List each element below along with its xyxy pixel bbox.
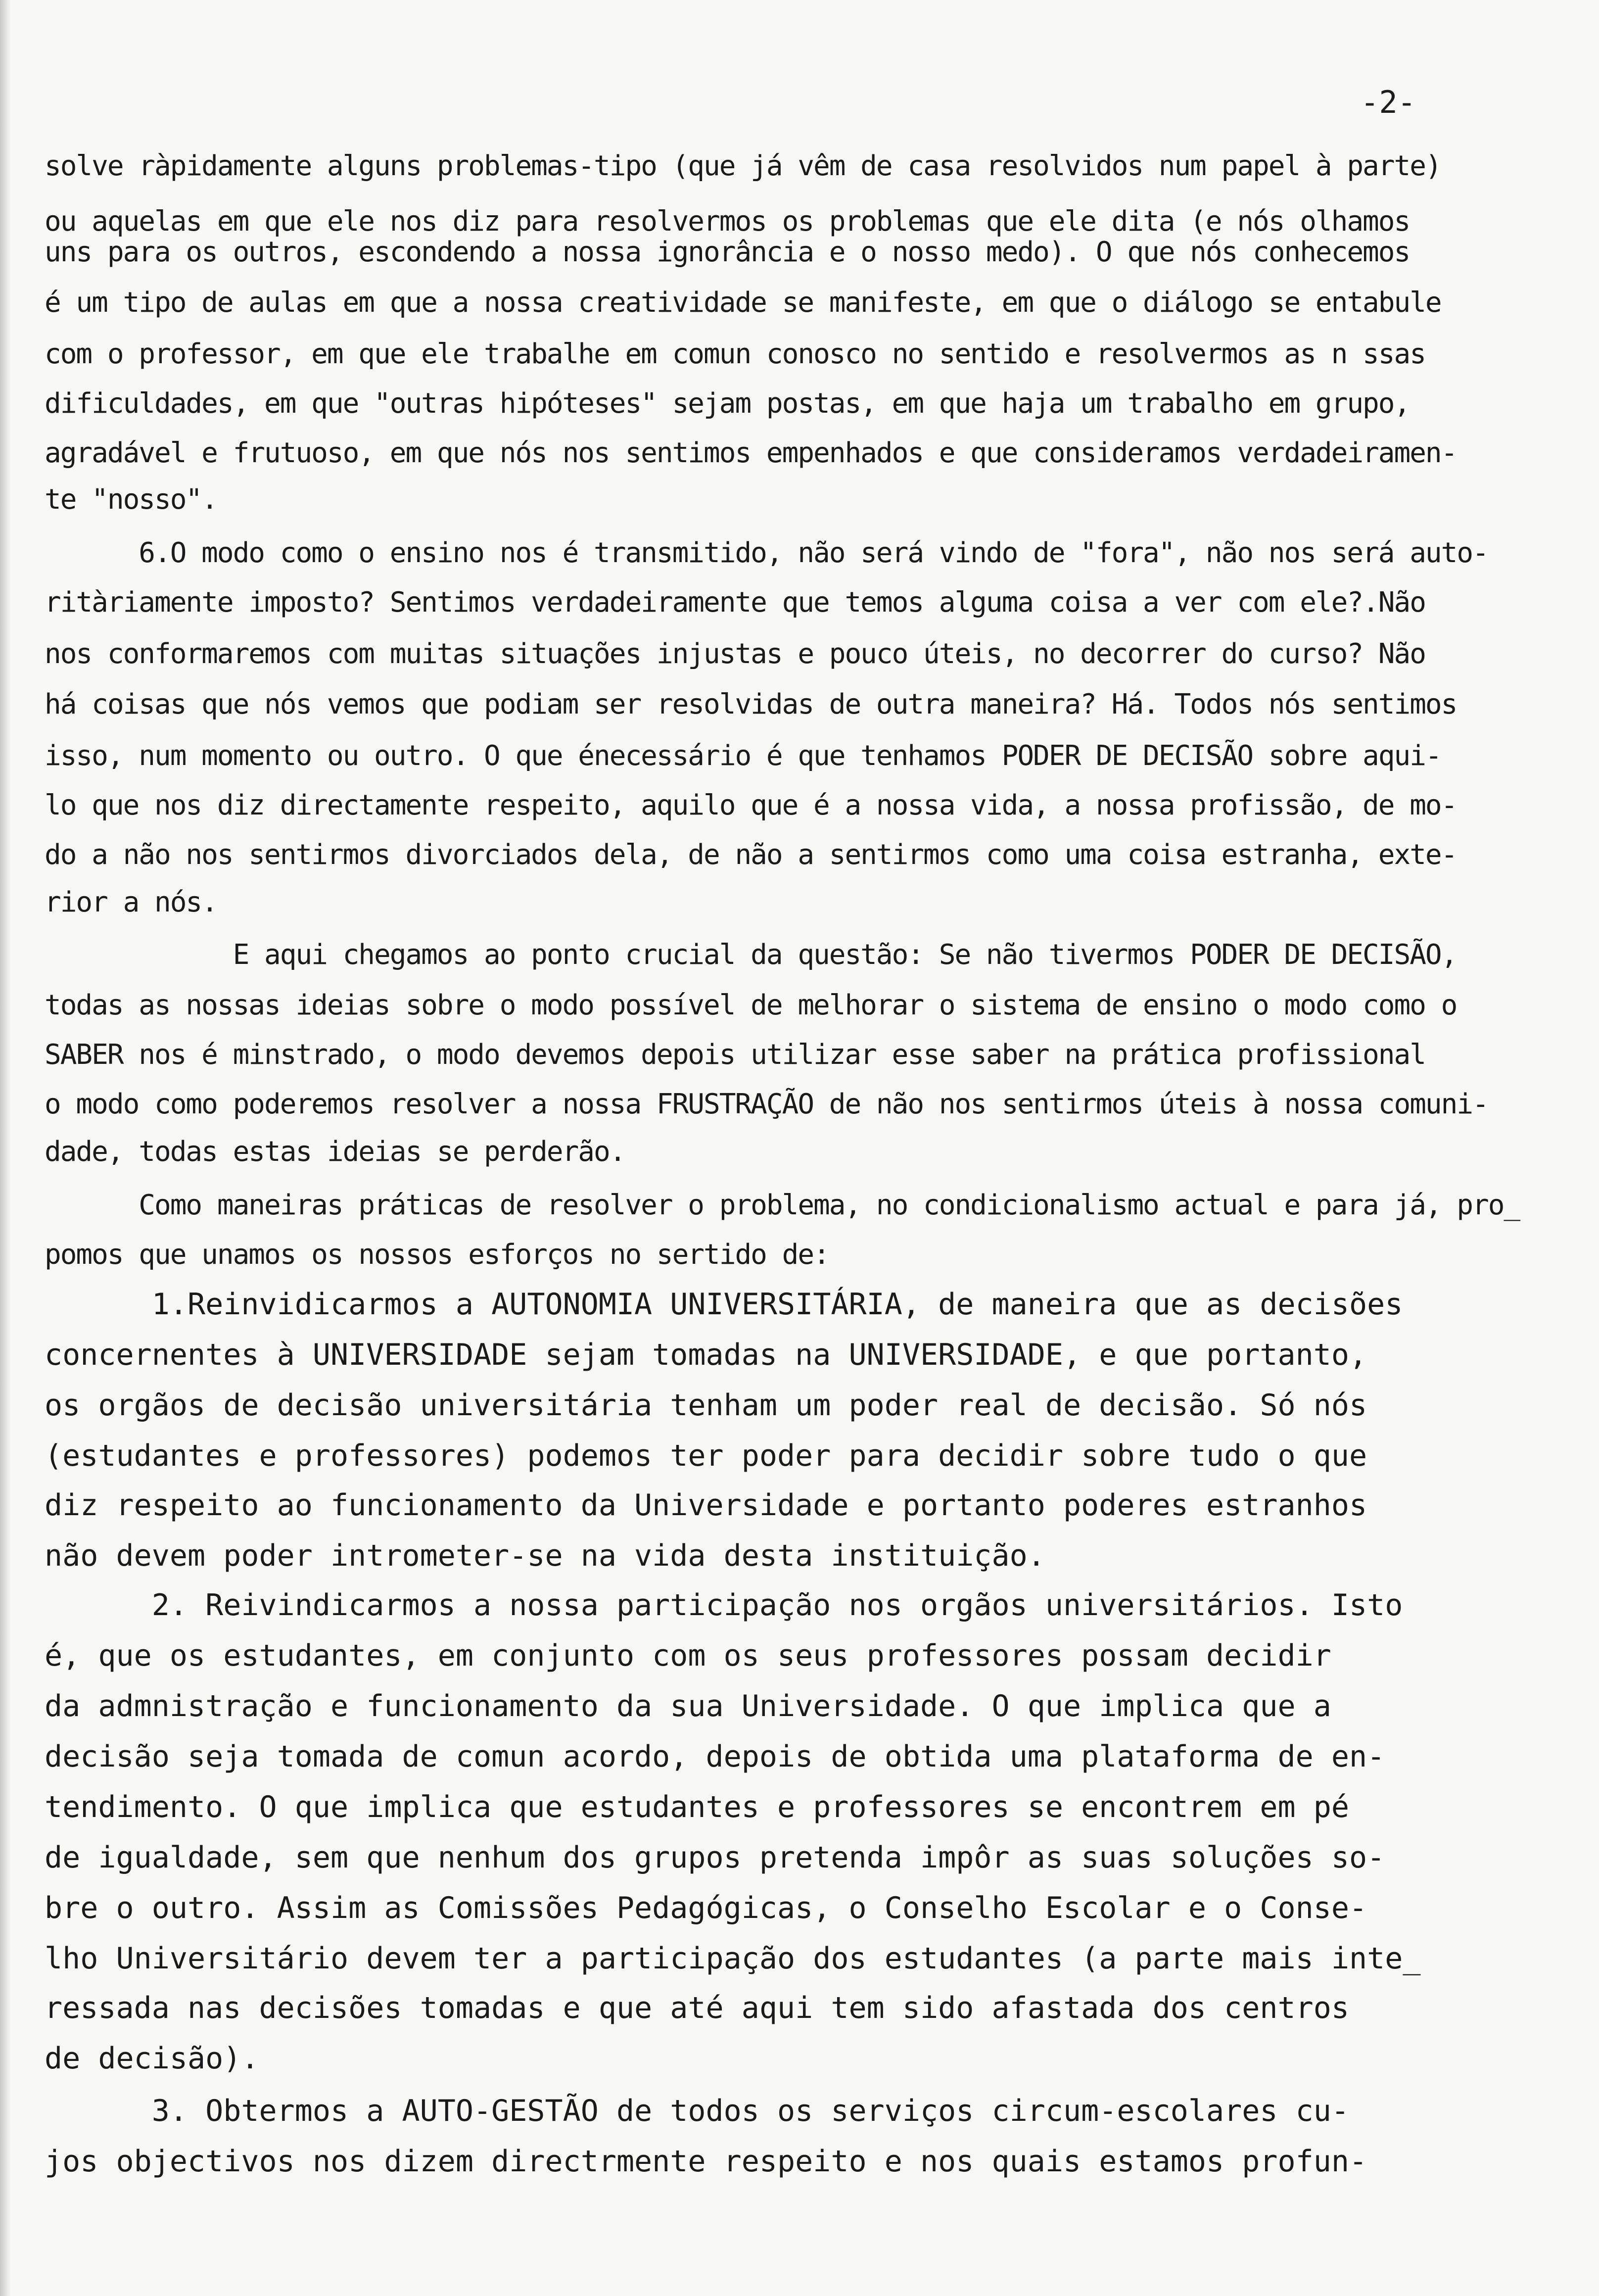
text-line: uns para os outros, escondendo a nossa ignorância e o nosso medo). O que nós conhecemos [45, 236, 1410, 268]
text-line: E aqui chegamos ao ponto crucial da questão: Se não tivermos PODER DE DECISÃO, [45, 939, 1457, 971]
text-line: decisão seja tomada de comun acordo, depois de obtida uma plataforma de en- [45, 1739, 1385, 1774]
text-line: é, que os estudantes, em conjunto com os seus professores possam decidir [45, 1638, 1331, 1673]
text-line: te "nosso". [45, 483, 217, 516]
text-line: o modo como poderemos resolver a nossa FRUSTRAÇÃO de não nos sentirmos úteis à nossa comuni- [45, 1088, 1488, 1120]
text-line: agradável e frutuoso, em que nós nos sentimos empenhados e que consideramos verdadeiramen- [45, 437, 1457, 469]
text-line: jos objectivos nos dizem directrmente respeito e nos quais estamos profun- [45, 2144, 1367, 2179]
text-line: do a não nos sentirmos divorciados dela, de não a sentirmos como uma coisa estranha, exte- [45, 839, 1457, 871]
text-line: dade, todas estas ideias se perderão. [45, 1136, 625, 1168]
scan-margin-shadow [0, 0, 11, 2296]
text-line: ritàriamente imposto? Sentimos verdadeiramente que temos alguma coisa a ver com ele?.Não [45, 586, 1425, 619]
text-line: 2. Reivindicarmos a nossa participação nos orgãos universitários. Isto [45, 1588, 1403, 1623]
text-line: 6.O modo como o ensino nos é transmitido, não será vindo de "fora", não nos será auto- [45, 537, 1488, 569]
text-line: nos conformaremos com muitas situações injustas e pouco úteis, no decorrer do curso? Não [45, 638, 1425, 670]
text-line: dificuldades, em que "outras hipóteses" sejam postas, em que haja um trabalho em grupo, [45, 387, 1410, 420]
text-line: tendimento. O que implica que estudantes e professores se encontrem em pé [45, 1790, 1349, 1824]
text-line: 3. Obtermos a AUTO-GESTÃO de todos os serviços circum-escolares cu- [45, 2094, 1349, 2128]
text-line: concernentes à UNIVERSIDADE sejam tomadas na UNIVERSIDADE, e que portanto, [45, 1338, 1367, 1372]
text-line: da admnistração e funcionamento da sua Universidade. O que implica que a [45, 1689, 1331, 1723]
text-line: os orgãos de decisão universitária tenham um poder real de decisão. Só nós [45, 1388, 1367, 1423]
text-line: pomos que unamos os nossos esforços no sertido de: [45, 1239, 829, 1271]
text-line: isso, num momento ou outro. O que énecessário é que tenhamos PODER DE DECISÃO sobre aqui- [45, 740, 1441, 772]
text-line: há coisas que nós vemos que podiam ser resolvidas de outra maneira? Há. Todos nós sentimos [45, 688, 1457, 720]
text-line: é um tipo de aulas em que a nossa creatividade se manifeste, em que o diálogo se entabule [45, 287, 1441, 319]
text-line: solve ràpidamente alguns problemas-tipo (que já vêm de casa resolvidos num papel à parte) [45, 150, 1441, 182]
text-line: rior a nós. [45, 886, 217, 918]
text-line: diz respeito ao funcionamento da Universidade e portanto poderes estranhos [45, 1488, 1367, 1523]
text-line: todas as nossas ideias sobre o modo possível de melhorar o sistema de ensino o modo como o [45, 989, 1457, 1021]
text-line: não devem poder intrometer-se na vida desta instituição. [45, 1538, 1045, 1573]
text-line: SABER nos é minstrado, o modo devemos depois utilizar esse saber na prática profissional [45, 1039, 1425, 1071]
text-line: lo que nos diz directamente respeito, aquilo que é a nossa vida, a nossa profissão, de mo- [45, 789, 1457, 821]
text-line: bre o outro. Assim as Comissões Pedagógicas, o Conselho Escolar e o Conse- [45, 1891, 1367, 1925]
text-line: de igualdade, sem que nenhum dos grupos pretenda impôr as suas soluções so- [45, 1840, 1385, 1875]
text-line: lho Universitário devem ter a participação dos estudantes (a parte mais inte_ [45, 1941, 1421, 1976]
text-line: com o professor, em que ele trabalhe em comun conosco no sentido e resolvermos as n ssas [45, 338, 1425, 370]
page-number: -2- [1361, 84, 1416, 120]
text-line: ou aquelas em que ele nos diz para resolvermos os problemas que ele dita (e nós olhamos [45, 205, 1410, 238]
text-line: Como maneiras práticas de resolver o problema, no condicionalismo actual e para já, pro_ [45, 1189, 1520, 1221]
text-line: de decisão). [45, 2041, 259, 2076]
text-line: (estudantes e professores) podemos ter poder para decidir sobre tudo o que [45, 1438, 1367, 1473]
text-line: ressada nas decisões tomadas e que até aqui tem sido afastada dos centros [45, 1991, 1349, 2025]
text-line: 1.Reinvidicarmos a AUTONOMIA UNIVERSITÁRIA, de maneira que as decisões [45, 1287, 1403, 1322]
